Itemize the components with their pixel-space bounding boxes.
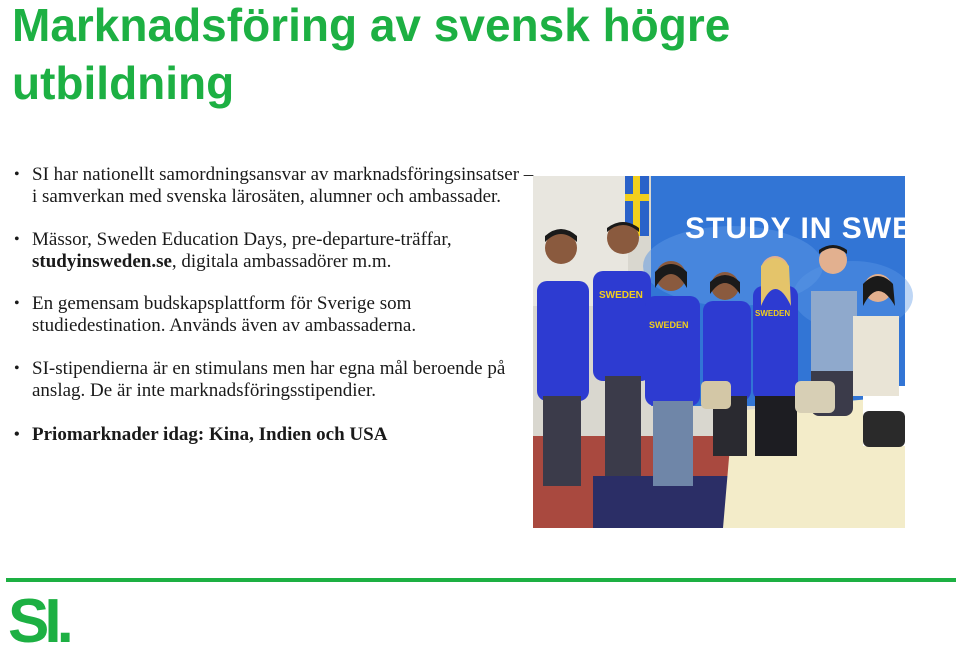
bullet-text: En gemensam budskapsplattform för Sverige som studiedestination. Används även av ambassaderna. xyxy=(32,293,417,336)
bullet-item xyxy=(14,164,539,208)
bullet-item xyxy=(14,358,539,402)
slide-title: Marknadsföring av svensk högre utbildning xyxy=(12,0,731,109)
bullet-dot: • xyxy=(14,166,20,183)
banner-text: STUDY IN SWED xyxy=(685,212,936,245)
svg-text:SI.: SI. xyxy=(8,587,69,653)
bullet-text: SI har nationellt samordningsansvar av marknadsföringsinsatser – i samverkan med svenska lärosäten, alumner och ambassader. xyxy=(32,164,534,207)
bullet-item xyxy=(14,424,539,446)
bullet-text: , digitala ambassadörer m.m. xyxy=(171,251,392,272)
bullet-text: Priomarknader idag: Kina, Indien och USA xyxy=(32,424,388,445)
bullet-dot: • xyxy=(14,295,20,312)
bullet-list xyxy=(14,164,539,467)
event-photo xyxy=(533,176,936,528)
bullet-item xyxy=(14,229,539,273)
shirt-text: SWEDEN xyxy=(649,320,689,330)
bullet-text: SI-stipendierna är en stimulans men har egna mål beroende på anslag. De är inte marknadsföringsstipendier. xyxy=(32,358,506,401)
bullet-bold-link-text: studyinsweden.se xyxy=(32,251,172,272)
si-logo xyxy=(8,587,86,653)
shirt-text: SWEDEN xyxy=(755,309,791,318)
bullet-dot: • xyxy=(14,231,20,248)
bullet-text: Mässor, Sweden Education Days, pre-departure-träffar, xyxy=(32,229,452,250)
footer-divider xyxy=(6,578,956,582)
bullet-dot: • xyxy=(14,360,20,377)
shirt-text: SWEDEN xyxy=(599,290,643,301)
bullet-item xyxy=(14,293,539,337)
bullet-dot: • xyxy=(14,426,20,443)
